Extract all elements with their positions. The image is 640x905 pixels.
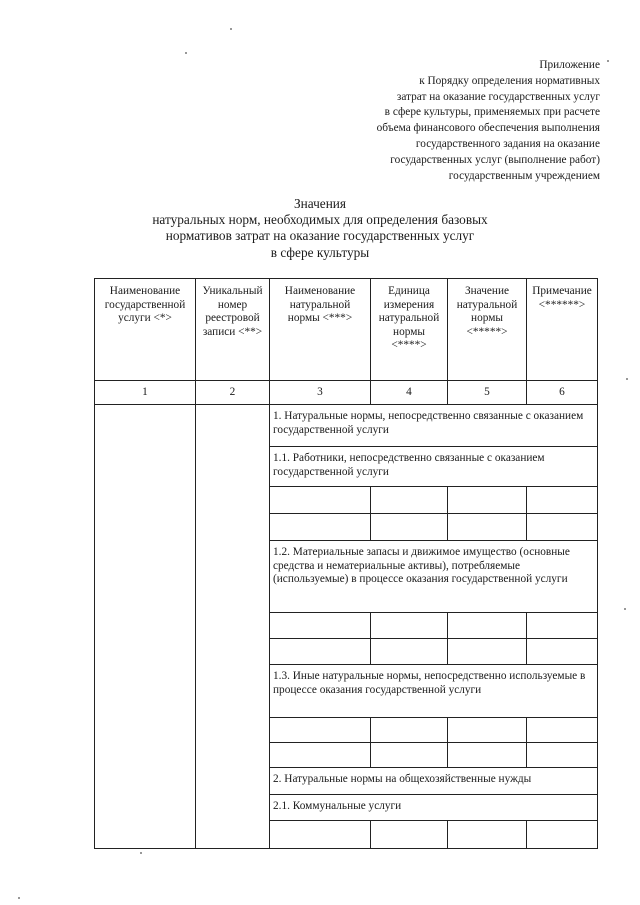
table-cell [270,743,371,768]
header-norm-name: Наименование натуральной нормы <***> [270,279,371,381]
natural-norms-table [94,278,598,849]
column-number: 6 [527,381,598,405]
table-cell [527,514,598,541]
table-cell [270,718,371,743]
appendix-line: государственных услуг (выполнение работ) [390,153,600,166]
table-cell [448,821,527,849]
table-cell [371,639,448,665]
scan-speck [626,378,628,380]
table-cell [527,639,598,665]
title-line: Значения [293,196,347,211]
header-norm-value: Значение натуральной нормы <*****> [448,279,527,381]
section-2-heading: 2. Натуральные нормы на общехозяйственные нужды [270,768,598,795]
appendix-line: затрат на оказание государственных услуг [396,90,600,103]
service-name-cell [95,405,196,849]
column-numbers-row [95,381,598,405]
table-cell [371,743,448,768]
scan-speck [624,608,626,610]
table-header-row [95,279,598,381]
table-cell [527,821,598,849]
table-cell [527,718,598,743]
appendix-line: объема финансового обеспечения выполнения [376,122,600,135]
table-cell [270,613,371,639]
table-cell [371,613,448,639]
section-1-1-heading: 1.1. Работники, непосредственно связанные с оказанием государственной услуги [270,447,598,487]
table-cell [448,613,527,639]
scan-speck [607,60,609,62]
column-number: 1 [95,381,196,405]
table-cell [448,487,527,514]
table-cell [270,639,371,665]
column-number: 4 [371,381,448,405]
header-note: Примечание <******> [527,279,598,381]
header-registry-number: Уникальный номер реестровой записи <**> [196,279,270,381]
appendix-line: государственным учреждением [448,169,600,182]
table-cell [371,487,448,514]
table-cell [448,743,527,768]
title-line: нормативов затрат на оказание государственных услуг [165,228,475,244]
title-line: в сфере культуры [270,244,370,260]
table-cell [270,821,371,849]
section-1-heading: 1. Натуральные нормы, непосредственно связанные с оказанием государственной услуги [270,405,598,447]
table-cell [448,514,527,541]
section-1-2-heading: 1.2. Материальные запасы и движимое имущество (основные средства и нематериальные активы), потребляемые (используемые) в процессе оказания государственной услуги [270,541,598,613]
appendix-line: к Порядку определения нормативных [419,74,600,87]
scan-speck [140,852,142,854]
table-cell [527,743,598,768]
scan-speck [230,28,232,30]
section-1-3-heading: 1.3. Иные натуральные нормы, непосредственно используемые в процессе оказания государственной услуги [270,665,598,718]
table-cell [371,821,448,849]
scan-speck [185,52,187,54]
column-number: 2 [196,381,270,405]
table-cell [448,718,527,743]
appendix-line: в сфере культуры, применяемых при расчете [384,106,600,119]
table-cell [527,613,598,639]
column-number: 3 [270,381,371,405]
section-2-1-heading: 2.1. Коммунальные услуги [270,795,598,821]
table-cell [270,514,371,541]
column-number: 5 [448,381,527,405]
table-row [95,405,598,447]
appendix-line: государственного задания на оказание [415,137,600,150]
table-cell [527,487,598,514]
appendix-header [300,58,600,184]
table-cell [448,639,527,665]
table-cell [371,514,448,541]
appendix-line: Приложение [539,59,600,71]
header-unit: Единица измерения натуральной нормы <****> [371,279,448,381]
table-cell [371,718,448,743]
document-title [0,196,640,261]
table-cell [270,487,371,514]
registry-number-cell [196,405,270,849]
title-line: натуральных норм, необходимых для определения базовых [152,212,488,228]
header-service-name: Наименование государственной услуги <*> [95,279,196,381]
scan-speck [18,897,20,899]
